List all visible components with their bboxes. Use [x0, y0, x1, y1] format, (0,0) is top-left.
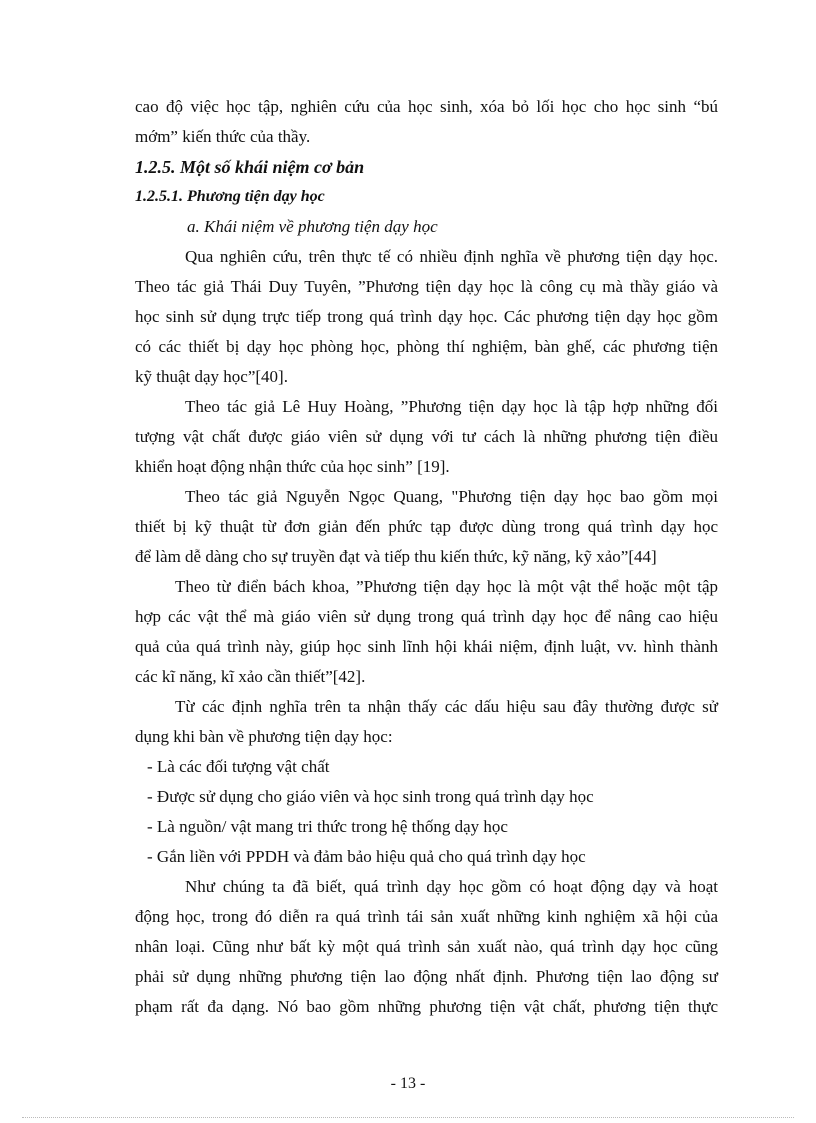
- text-line: khiển hoạt động nhận thức của học sinh” [19].: [135, 457, 450, 476]
- page-body: [135, 92, 718, 1022]
- text-line: Qua nghiên cứu, trên thực tế có nhiều định nghĩa về phương tiện dạy học.: [185, 247, 718, 266]
- text-line: để làm dễ dàng cho sự truyền đạt và tiếp thu kiến thức, kỹ năng, kỹ xảo”[44]: [135, 547, 657, 566]
- text-line: phạm rất đa dạng. Nó bao gồm những phương tiện vật chất, phương tiện thực: [135, 997, 718, 1016]
- text-line: mớm” kiến thức của thầy.: [135, 127, 311, 146]
- subsection-heading: 1.2.5.1. Phương tiện dạy học: [135, 188, 325, 205]
- text-line: tượng vật chất được giáo viên sử dụng với tư cách là những phương tiện điều: [135, 427, 718, 446]
- list-item: - Là các đối tượng vật chất: [147, 757, 330, 776]
- text-line: các kĩ năng, kĩ xảo cần thiết”[42].: [135, 667, 366, 686]
- text-line: có các thiết bị dạy học phòng học, phòng thí nghiệm, bàn ghế, các phương tiện: [135, 337, 718, 356]
- page-footer-divider: [22, 1117, 794, 1118]
- text-line: thiết bị kỹ thuật từ đơn giản đến phức tạp được dùng trong quá trình dạy học: [135, 517, 718, 536]
- text-line: kỹ thuật dạy học”[40].: [135, 367, 288, 386]
- section-heading: 1.2.5. Một số khái niệm cơ bản: [135, 157, 365, 177]
- text-line: Theo tác giả Lê Huy Hoàng, ”Phương tiện dạy học là tập hợp những đối: [185, 397, 718, 416]
- text-line: hợp các vật thể mà giáo viên sử dụng trong quá trình dạy học để nâng cao hiệu: [135, 607, 718, 626]
- text-line: nhân loại. Cũng như bất kỳ một quá trình sản xuất nào, quá trình dạy học cũng: [135, 937, 718, 956]
- text-line: Như chúng ta đã biết, quá trình dạy học gồm có hoạt động dạy và hoạt: [185, 877, 718, 896]
- text-line: phải sử dụng những phương tiện lao động nhất định. Phương tiện lao động sư: [135, 967, 718, 986]
- list-item: - Gắn liền với PPDH và đảm bảo hiệu quả cho quá trình dạy học: [147, 847, 586, 866]
- text-line: Theo từ điển bách khoa, ”Phương tiện dạy học là một vật thể hoặc một tập: [175, 577, 718, 596]
- text-line: Từ các định nghĩa trên ta nhận thấy các dấu hiệu sau đây thường được sử: [175, 697, 718, 716]
- text-line: Theo tác giả Nguyễn Ngọc Quang, "Phương tiện dạy học bao gồm mọi: [185, 487, 718, 506]
- list-item: - Được sử dụng cho giáo viên và học sinh trong quá trình dạy học: [147, 787, 594, 806]
- text-line: học sinh sử dụng trực tiếp trong quá trình dạy học. Các phương tiện dạy học gồm: [135, 307, 718, 326]
- list-item: - Là nguồn/ vật mang tri thức trong hệ thống dạy học: [147, 817, 508, 836]
- text-line: quả của quá trình này, giúp học sinh lĩnh hội khái niệm, định luật, vv. hình thành: [135, 637, 718, 656]
- text-line: cao độ việc học tập, nghiên cứu của học sinh, xóa bỏ lối học cho học sinh “bú: [135, 97, 718, 116]
- page-number: - 13 -: [390, 1075, 426, 1092]
- text-line: Theo tác giả Thái Duy Tuyên, ”Phương tiện dạy học là công cụ mà thầy giáo và: [135, 277, 718, 296]
- sub-subsection-heading: a. Khái niệm về phương tiện dạy học: [187, 217, 438, 236]
- text-line: dụng khi bàn về phương tiện dạy học:: [135, 727, 393, 746]
- text-line: động học, trong đó diễn ra quá trình tái sản xuất những kinh nghiệm xã hội của: [135, 907, 718, 926]
